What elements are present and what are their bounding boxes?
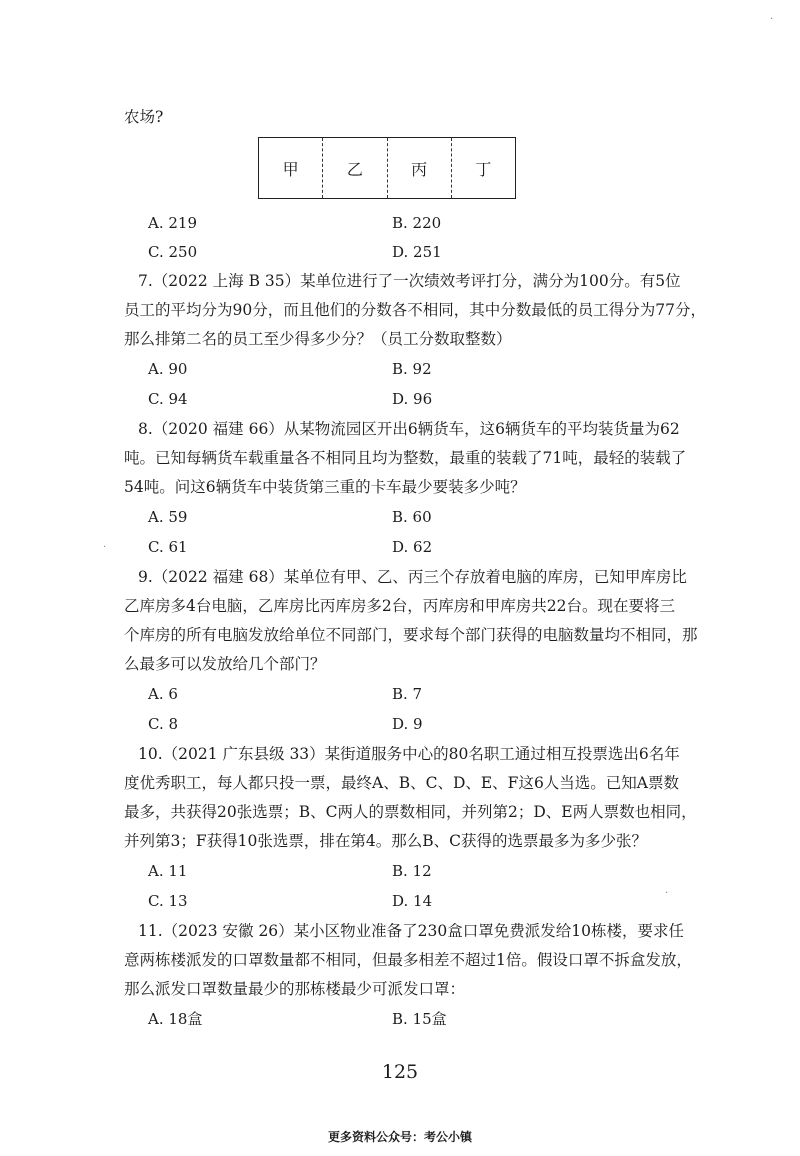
q10-line-4: 并列第3；F获得10张选票，排在第4。那么B、C获得的选票最多为多少张？: [124, 832, 647, 850]
farm-cell-4: 丁: [475, 159, 492, 179]
q7-option-a: A. 90: [148, 360, 188, 378]
q7-line-2: 员工的平均分为90分，而且他们的分数各不相同，其中分数最低的员工得分为77分，: [124, 301, 706, 319]
footer-note: 更多资料公众号：考公小镇: [327, 1130, 472, 1144]
q8-line-2: 吨。已知每辆货车载重量各不相同且均为整数，最重的装载了71吨，最轻的装载了: [124, 449, 687, 467]
q6-option-b: B. 220: [392, 214, 442, 232]
q10-option-a: A. 11: [148, 862, 188, 880]
q7-line-1: 7.（2022 上海 B 35）某单位进行了一次绩效考评打分，满分为100分。有5位: [138, 272, 681, 290]
q6-option-c: C. 250: [148, 243, 198, 261]
q9-line-2: 乙库房多4台电脑，乙库房比丙库房多2台，丙库房和甲库房共22台。现在要将三: [124, 597, 675, 615]
q9-line-1: 9.（2022 福建 68）某单位有甲、乙、丙三个存放着电脑的库房，已知甲库房比: [138, 568, 687, 586]
q10-option-d: D. 14: [392, 892, 433, 910]
q9-line-3: 个库房的所有电脑发放给单位不同部门，要求每个部门获得的电脑数量均不相同，那: [124, 626, 698, 644]
farm-cell-1: 甲: [259, 138, 323, 198]
q9-option-b: B. 7: [392, 685, 423, 703]
q8-option-a: A. 59: [148, 508, 188, 526]
q11-option-b: B. 15盒: [392, 1010, 447, 1028]
q11-line-1: 11.（2023 安徽 26）某小区物业准备了230盒口罩免费派发给10栋楼，要求任: [138, 922, 684, 940]
q9-line-4: 么最多可以发放给几个部门？: [124, 655, 326, 673]
q8-line-1: 8.（2020 福建 66）从某物流园区开出6辆货车，这6辆货车的平均装货量为62: [138, 420, 680, 438]
q11-option-a: A. 18盒: [148, 1010, 203, 1028]
q8-option-d: D. 62: [392, 538, 433, 556]
q10-line-1: 10.（2021 广东县级 33）某街道服务中心的80名职工通过相互投票选出6名年: [138, 745, 680, 763]
q9-option-d: D. 9: [392, 715, 423, 733]
q6-option-d: D. 251: [392, 243, 442, 261]
q10-line-2: 度优秀职工，每人都只投一票，最终A、B、C、D、E、F这6人当选。已知A票数: [124, 774, 679, 792]
q10-option-c: C. 13: [148, 892, 188, 910]
q11-line-3: 那么派发口罩数量最少的那栋楼最少可派发口罩：: [124, 980, 466, 998]
q8-option-b: B. 60: [392, 508, 432, 526]
q10-line-3: 最多，共获得20张选票；B、C两人的票数相同，并列第2；D、E两人票数也相同，: [124, 803, 697, 821]
q11-line-2: 意两栋楼派发的口罩数量都不相同，但最多相差不超过1倍。假设口罩不拆盒发放，: [124, 951, 692, 969]
intro-text: 农场?: [124, 108, 164, 126]
scan-speck: ·: [103, 542, 107, 553]
q9-option-a: A. 6: [148, 685, 178, 703]
q8-option-c: C. 61: [148, 538, 188, 556]
scan-speck: ·: [665, 888, 669, 899]
q9-option-c: C. 8: [148, 715, 179, 733]
q10-option-b: B. 12: [392, 862, 432, 880]
q7-option-d: D. 96: [392, 390, 433, 408]
q7-option-c: C. 94: [148, 390, 188, 408]
q6-option-a: A. 219: [148, 214, 197, 232]
q8-line-3: 54吨。问这6辆货车中装货第三重的卡车最少要装多少吨？: [124, 478, 526, 496]
farm-cell-2: 乙: [323, 138, 387, 198]
farm-diagram: [258, 137, 516, 199]
scan-speck: ·: [770, 14, 774, 25]
q7-option-b: B. 92: [392, 360, 432, 378]
q7-line-3: 那么排第二名的员工至少得多少分？（员工分数取整数）: [124, 330, 512, 348]
page-number: 125: [381, 1061, 419, 1083]
farm-cell-3: 丙: [388, 138, 452, 198]
